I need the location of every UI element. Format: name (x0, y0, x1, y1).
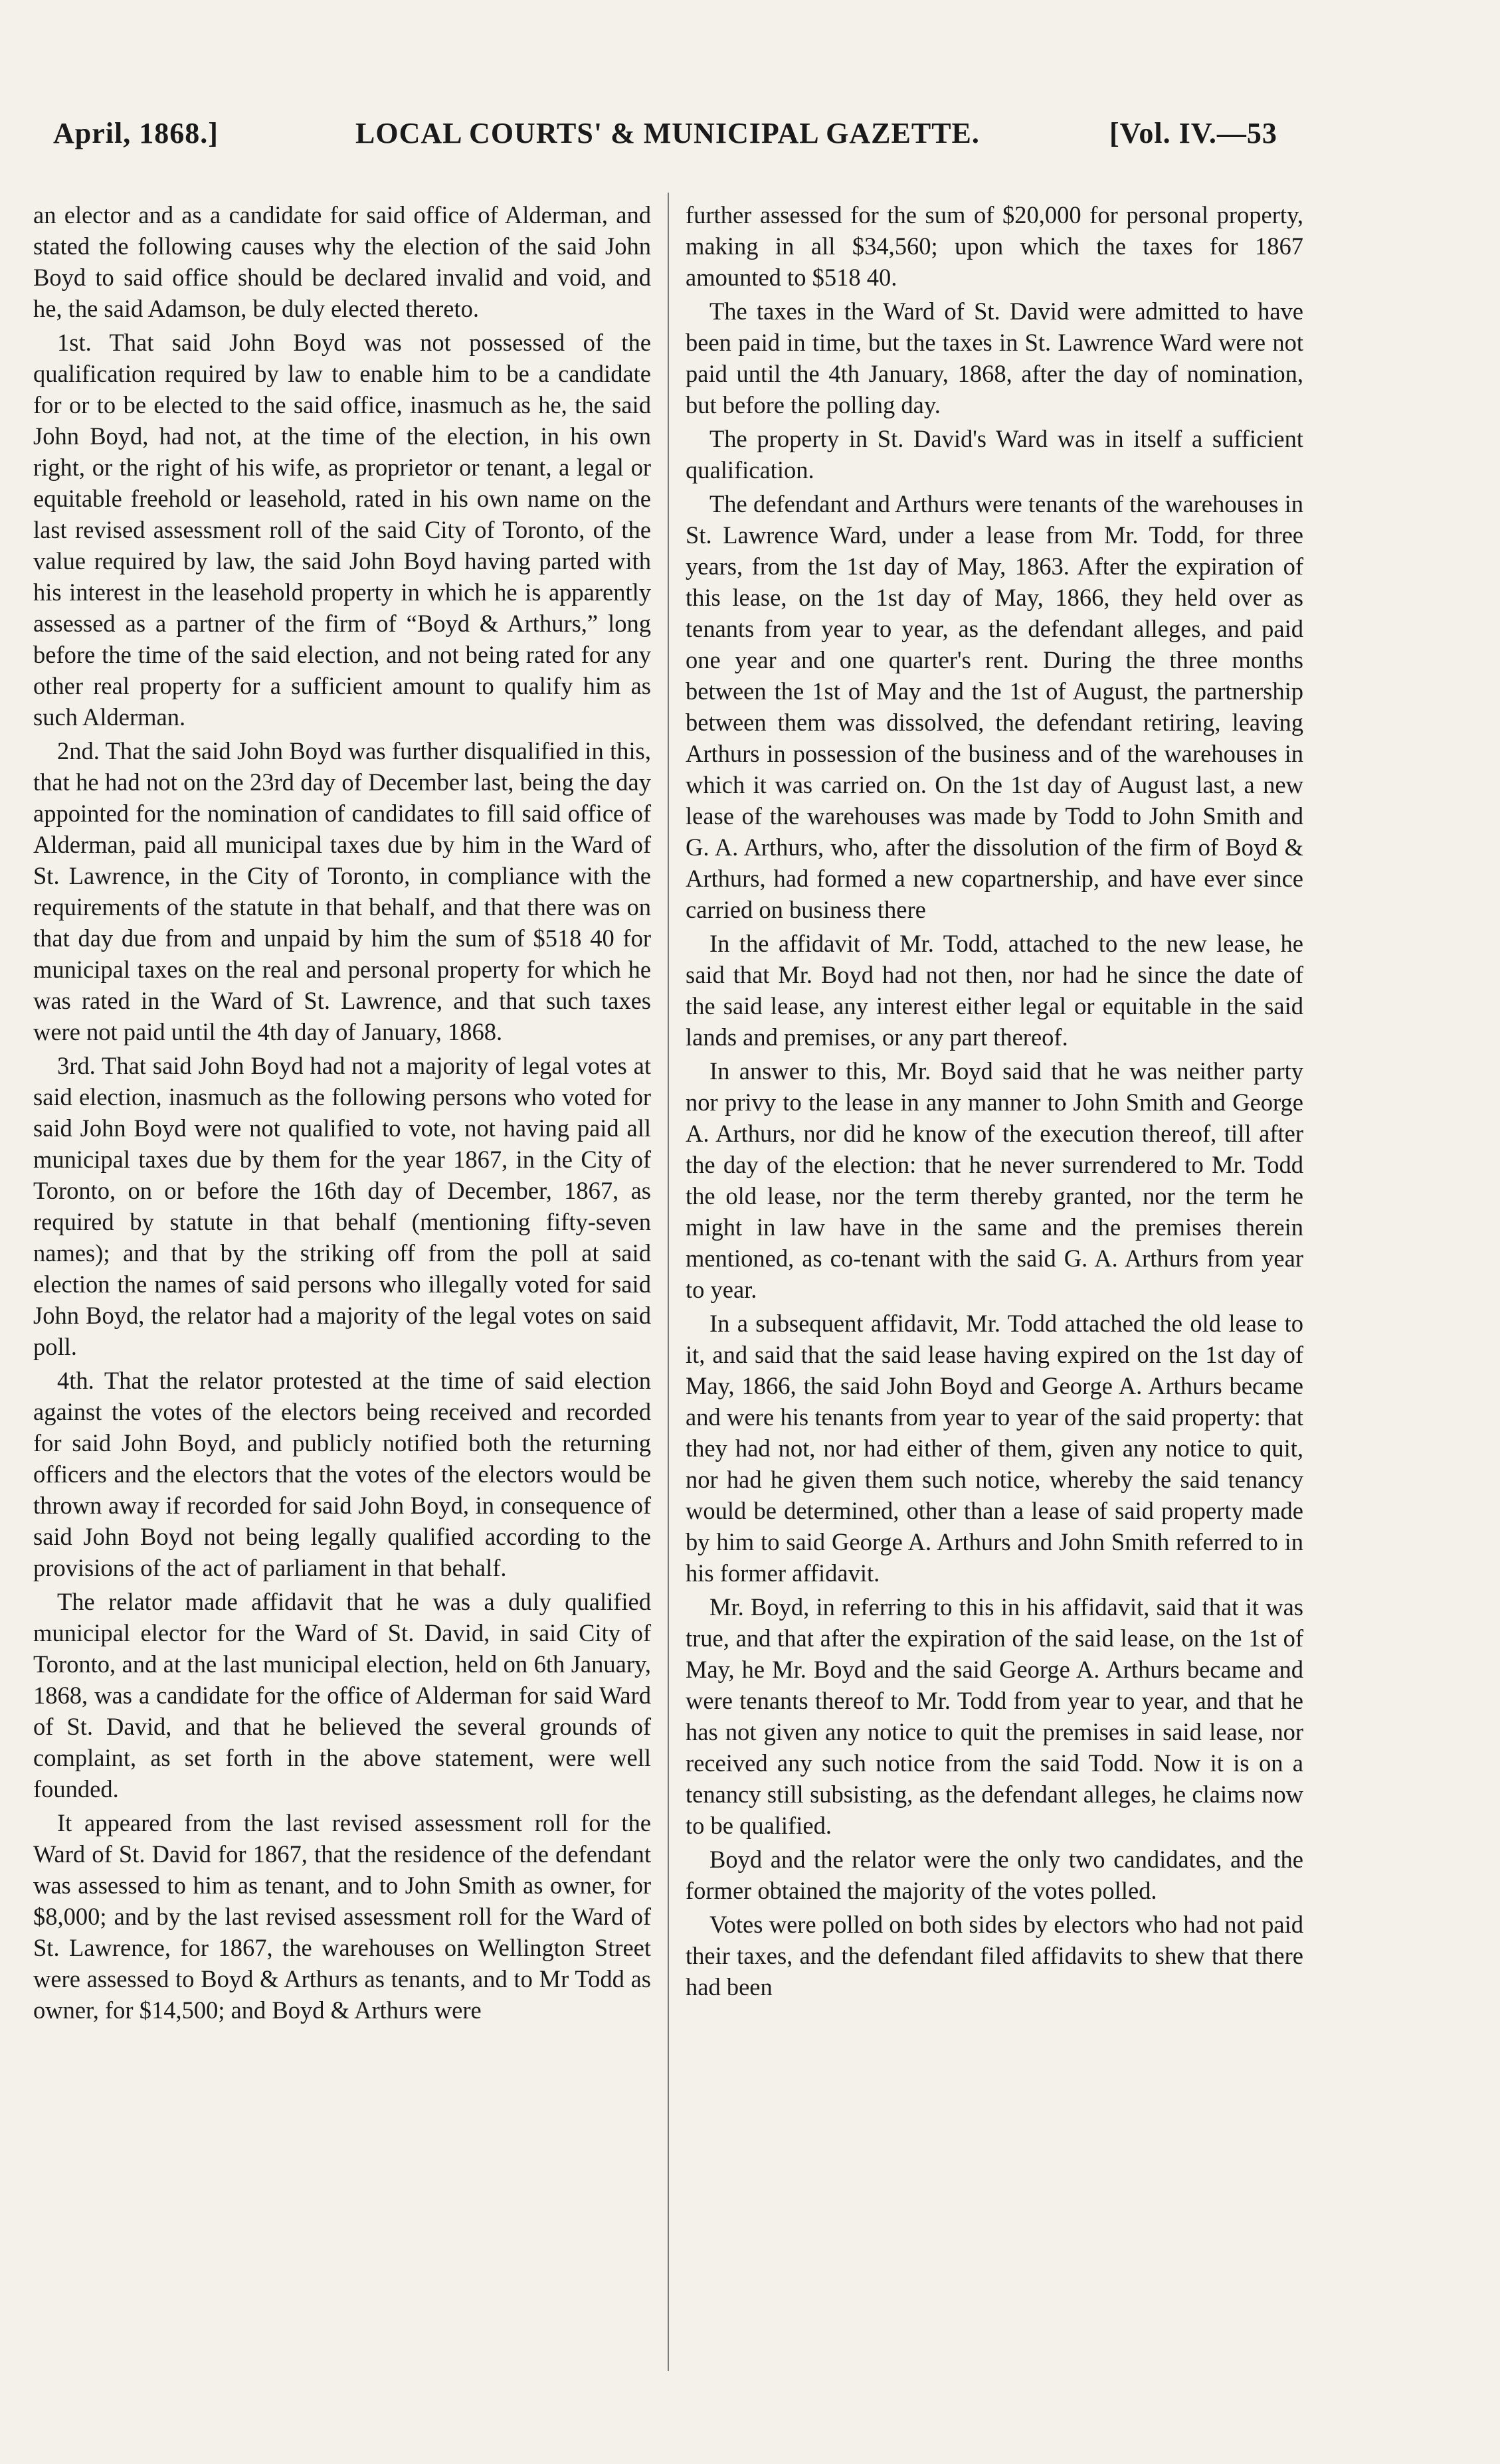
left-paragraph: 1st. That said John Boyd was not possessed of the qualification required by law to enable him to be a candidate for or to be elected to the said office, inasmuch as he, the said John Boyd, had not, at the time of the election, in his own right, or the right of his wife, as proprietor or tenant, a legal or equitable freehold or leasehold, rated in his own name on the last revised assessment roll of the said City of Toronto, of the value required by law, the said John Boyd having parted with his interest in the leasehold property in which he is apparently assessed as a partner of the firm of “Boyd & Arthurs,” long before the time of the said election, and not being rated for any other real property for a sufficient amount to qualify him as such Alderman. (33, 329, 651, 731)
header-date: April, 1868.] (53, 117, 219, 149)
right-paragraph: The property in St. David's Ward was in itself a sufficient qualification. (686, 425, 1303, 484)
left-paragraph: The relator made affidavit that he was a duly qualified municipal elector for the Ward of St. David, in said City of Toronto, and at the last municipal election, held on 6th January, 1868, was a candidate for the office of Alderman for said Ward of St. David, and that he believed the several grounds of complaint, as set forth in the above statement, were well founded. (33, 1588, 651, 1803)
right-paragraph: The taxes in the Ward of St. David were admitted to have been paid in time, but the taxes in St. Lawrence Ward were not paid until the 4th January, 1868, after the day of nomination, but before the polling day. (686, 298, 1303, 418)
right-column (686, 199, 1303, 2002)
right-paragraph: The defendant and Arthurs were tenants of the warehouses in St. Lawrence Ward, under a lease from Mr. Todd, for three years, from the 1st day of May, 1863. After the expiration of this lease, on the 1st day of May, 1866, they held over as tenants from year to year, as the defendant alleges, and paid one year and one quarter's rent. During the three months between the 1st of May and the 1st of August, the partnership between them was dissolved, the defendant retiring, leaving Arthurs in possession of the business and of the warehouses in which it was carried on. On the 1st day of August last, a new lease of the warehouses was made by Todd to John Smith and G. A. Arthurs, who, after the dissolution of the firm of Boyd & Arthurs, had formed a new copartnership, and have ever since carried on business there (686, 490, 1303, 923)
header-volume-page: [Vol. IV.—53 (1109, 117, 1277, 149)
left-paragraph: an elector and as a candidate for said office of Alderman, and stated the following causes why the election of the said John Boyd to said office should be declared invalid and void, and he, the said Adamson, be duly elected thereto. (33, 201, 651, 322)
running-header (53, 116, 1315, 163)
left-paragraph: It appeared from the last revised assessment roll for the Ward of St. David for 1867, that the residence of the defendant was assessed to him as tenant, and to John Smith as owner, for $8,000; and by the last revised assessment roll for the Ward of St. Lawrence, for 1867, the warehouses on Wellington Street were assessed to Boyd & Arthurs as tenants, and to Mr Todd as owner, for $14,500; and Boyd & Arthurs were (33, 1809, 651, 2024)
left-paragraph: 2nd. That the said John Boyd was further disqualified in this, that he had not on the 23rd day of December last, being the day appointed for the nomination of candidates to fill said office of Alderman, paid all municipal taxes due by him in the Ward of St. Lawrence, in the City of Toronto, in compliance with the requirements of the statute in that behalf, and that there was on that day due from and unpaid by him the sum of $518 40 for municipal taxes on the real and personal property for which he was rated in the Ward of St. Lawrence, and that such taxes were not paid until the 4th day of January, 1868. (33, 737, 651, 1045)
header-title: LOCAL COURTS' & MUNICIPAL GAZETTE. (355, 117, 980, 149)
right-paragraph: Votes were polled on both sides by electors who had not paid their taxes, and the defendant filed affidavits to shew that there had been (686, 1911, 1303, 2000)
right-paragraph: Boyd and the relator were the only two candidates, and the former obtained the majority of the votes polled. (686, 1846, 1303, 1904)
left-paragraph: 3rd. That said John Boyd had not a majority of legal votes at said election, inasmuch as the following persons who voted for said John Boyd were not qualified to vote, not having paid all municipal taxes due by them for the year 1867, in the City of Toronto, on or before the 16th day of December, 1867, as required by statute in that behalf (mentioning fifty-seven names); and that by the striking off from the poll at said election the names of said persons who illegally voted for said John Boyd, the relator had a majority of the legal votes on said poll. (33, 1052, 651, 1360)
right-paragraph: In answer to this, Mr. Boyd said that he was neither party nor privy to the lease in any manner to John Smith and George A. Arthurs, nor did he know of the execution thereof, till after the day of the election: that he never surrendered to Mr. Todd the old lease, nor the term thereby granted, nor the term he might in law have in the same and the premises therein mentioned, as co-tenant with the said G. A. Arthurs from year to year. (686, 1057, 1303, 1303)
left-column (33, 199, 651, 2026)
right-paragraph: Mr. Boyd, in referring to this in his affidavit, said that it was true, and that after the expiration of the said lease, on the 1st of May, he Mr. Boyd and the said George A. Arthurs became and were tenants thereof to Mr. Todd from year to year, and that he has not given any notice to quit the premises in said lease, nor received any such notice from the said Todd. Now it is on a tenancy still subsisting, as the defendant alleges, he claims now to be qualified. (686, 1593, 1303, 1839)
right-paragraph: In a subsequent affidavit, Mr. Todd attached the old lease to it, and said that the said lease having expired on the 1st day of May, 1866, the said John Boyd and George A. Arthurs became and were his tenants from year to year of the said property: that they had not, nor had either of them, given any notice to quit, nor had he given them such notice, whereby the said tenancy would be determined, other than a lease of said property made by him to said George A. Arthurs and John Smith referred to in his former affidavit. (686, 1310, 1303, 1587)
right-paragraph: further assessed for the sum of $20,000 for personal property, making in all $34,560; upon which the taxes for 1867 amounted to $518 40. (686, 201, 1303, 291)
right-paragraph: In the affidavit of Mr. Todd, attached to the new lease, he said that Mr. Boyd had not then, nor had he since the date of the said lease, any interest either legal or equitable in the said lands and premises, or any part thereof. (686, 930, 1303, 1051)
left-paragraph: 4th. That the relator protested at the time of said election against the votes of the electors being received and recorded for said John Boyd, and publicly notified both the returning officers and the electors that the votes of the electors would be thrown away if recorded for said John Boyd, in consequence of said John Boyd not being legally qualified according to the provisions of the act of parliament in that behalf. (33, 1367, 651, 1581)
column-divider (668, 193, 669, 2371)
